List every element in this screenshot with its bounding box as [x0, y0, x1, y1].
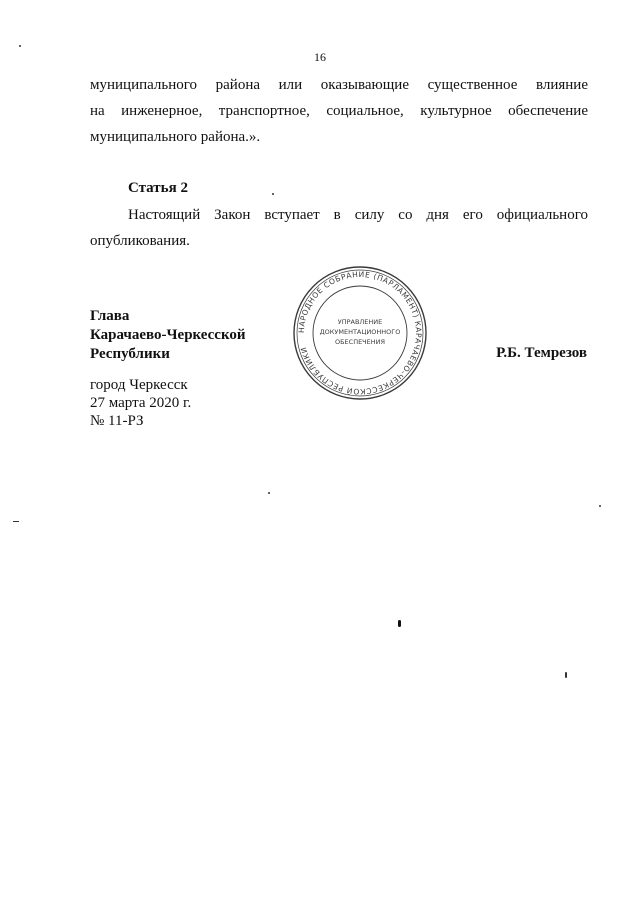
- signature-title: [90, 307, 246, 364]
- article-text-line-2: опубликования.: [90, 233, 190, 249]
- meta-date: 27 марта 2020 г.: [90, 395, 192, 411]
- article-text-line-1: Настоящий Закон вступает в силу со дня его официального: [128, 207, 588, 223]
- signature-title-line-3: Республики: [90, 346, 170, 362]
- seal-center-line-3: ОБЕСПЕЧЕНИЯ: [334, 338, 386, 346]
- scan-speck: [565, 672, 567, 678]
- meta-number: № 11-РЗ: [90, 413, 144, 429]
- scan-speck: [268, 492, 270, 494]
- seal-center-line-2: ДОКУМЕНТАЦИОННОГО: [319, 328, 401, 336]
- scan-speck: [599, 505, 601, 507]
- paragraph-line-1: муниципального района или оказывающие существенное влияние: [90, 77, 588, 93]
- seal-center-line-1: УПРАВЛЕНИЕ: [337, 318, 383, 326]
- scan-speck: [272, 193, 274, 195]
- signature-title-line-1: Глава: [90, 308, 130, 324]
- document-meta: [90, 376, 191, 430]
- signature-title-line-2: Карачаево-Черкесской: [90, 327, 246, 343]
- signatory-name: Р.Б. Темрезов: [496, 345, 587, 361]
- meta-city: город Черкесск: [90, 377, 188, 393]
- scan-speck: [19, 45, 21, 47]
- paragraph-line-3: муниципального района.».: [90, 129, 261, 145]
- official-seal: [290, 266, 430, 401]
- scan-speck: [13, 521, 19, 522]
- article-heading: Статья 2: [128, 180, 188, 196]
- seal-ring-text: НАРОДНОЕ СОБРАНИЕ (ПАРЛАМЕНТ) КАРАЧАЕВО-ЧЕРКЕССКОЙ РЕСПУБЛИКИ: [296, 269, 424, 397]
- paragraph-line-2: на инженерное, транспортное, социальное, культурное обеспечение: [90, 103, 588, 119]
- scan-speck: [398, 620, 401, 627]
- page-number: 16: [314, 50, 326, 64]
